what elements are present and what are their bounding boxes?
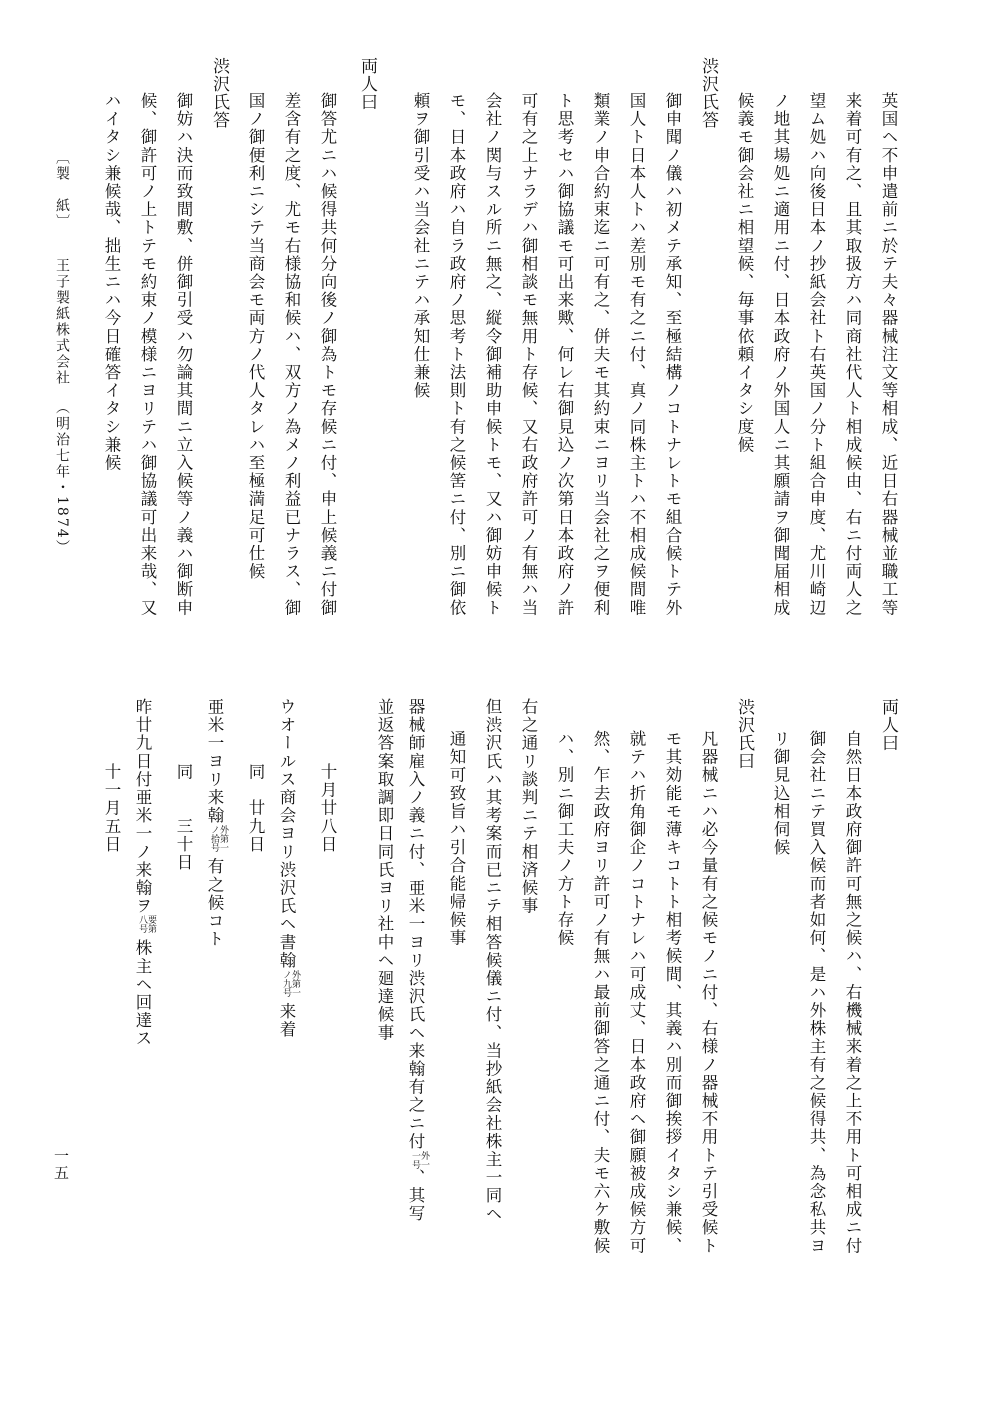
note-bottom: ノ拾号 (209, 824, 219, 852)
text-column: 右之通リ談判ニテ相済候事 (519, 698, 538, 916)
warichu-note (410, 1151, 428, 1169)
note-bottom: ノ九号 (281, 969, 291, 997)
text-column (278, 698, 300, 1039)
text-column-tail: 株主ヘ回達ス (133, 939, 152, 1048)
text-column-tail: 、其写 (406, 1168, 425, 1223)
text-column: 候、御許可ノ上トテモ約束ノ模様ニヨリテハ御協議可出来哉、又 (138, 92, 157, 617)
text-column: 通知可致旨ハ引合能帰候事 (447, 730, 466, 948)
text-column: 望ム処ハ向後日本ノ抄紙会社ト右英国ノ分ト組合申度、尤川崎辺 (807, 92, 826, 617)
text-column-body: 昨廿九日付亜米一ノ来翰ヲ (133, 698, 152, 916)
text-column: 御会社ニテ買入候而者如何、是ハ外株主有之候得共、為念私共ヨ (807, 730, 826, 1255)
speaker-heading: 渋沢氏答 (698, 57, 718, 129)
text-column: 類業ノ申合約束迄ニ可有之、併夫モ其約束ニヨリ当会社之ヲ便利 (591, 92, 610, 617)
text-column: モ其効能モ薄キコトト相考候間、其義ハ別而御挨拶イタシ兼候、 (663, 730, 682, 1255)
text-column-tail: 有之候コト (205, 857, 224, 949)
text-column-body: 亜米一ヨリ来翰 (205, 698, 224, 825)
date-line: 同 三十日 (174, 763, 193, 872)
note-top: 外一 (419, 1150, 429, 1169)
note-top: 要第 (146, 915, 156, 934)
text-column (407, 698, 429, 1223)
date-line: 十一月五日 (102, 763, 121, 854)
text-column: 可有之上ナラデハ御相談モ無用ト存候、又右政府許可ノ有無ハ当 (519, 92, 538, 617)
footer-label: 〔製 紙〕 (54, 150, 70, 230)
note-top: 外第一 (218, 824, 228, 852)
warichu-note (137, 915, 155, 933)
date-line: 同 廿九日 (246, 763, 265, 854)
text-column: 御申聞ノ儀ハ初メテ承知、至極結構ノコトナレトモ組合候トテ外 (663, 92, 682, 617)
note-bottom: 一号 (410, 1150, 420, 1169)
text-column: 英国ヘ不申遣前ニ於テ夫々器械注文等相成、近日右器械並職工等 (879, 92, 898, 617)
text-column: 凡器械ニハ必今量有之候モノニ付、右様ノ器械不用トテ引受候ト (699, 730, 718, 1255)
footer-era: （明治七年・1874） (54, 400, 70, 556)
text-column: 然、乍去政府ヨリ許可ノ有無ハ最前御答之通ニ付、夫モ六ケ敷候 (591, 730, 610, 1255)
note-top: 外第一 (290, 969, 300, 997)
footer-company: 王子製紙株式会社 (54, 258, 70, 386)
text-column: 自然日本政府御許可無之候ハ、右機械来着之上不用ト可相成ニ付 (843, 730, 862, 1255)
text-column-body: ウオールス商会ヨリ渋沢氏ヘ書翰 (277, 698, 296, 970)
speaker-heading: 両人曰 (357, 57, 377, 111)
text-column: 但渋沢氏ハ其考案而已ニテ相答候儀ニ付、当抄紙会社株主一同ヘ (483, 698, 502, 1223)
text-column (134, 698, 156, 1048)
text-column: 御妨ハ決而致間敷、併御引受ハ勿論其間ニ立入候等ノ義ハ御断申 (174, 92, 193, 617)
date-line: 十月廿八日 (318, 763, 337, 854)
text-column: 国ノ御便利ニシテ当商会モ両方ノ代人タレハ至極満足可仕候 (246, 92, 265, 581)
text-column-tail: 来着 (277, 1002, 296, 1039)
text-column: 頼ヲ御引受ハ当会社ニテハ承知仕兼候 (411, 92, 430, 400)
text-column: ト思考セハ御協議モ可出来歟、何レ右御見込ノ次第日本政府ノ許 (555, 92, 574, 617)
warichu-note (209, 825, 227, 852)
text-column: 来着可有之、且其取扱方ハ同商社代人ト相成候由、右ニ付両人之 (843, 92, 862, 617)
text-column: ハ、別ニ御工夫ノ方ト存候 (555, 730, 574, 948)
text-column: リ御見込相伺候 (771, 730, 790, 857)
text-column: ノ地其場処ニ適用ニ付、日本政府ノ外国人ニ其願請ヲ御聞届相成 (771, 92, 790, 617)
text-column: 並返答案取調即日同氏ヨリ社中ヘ廻達候事 (375, 698, 394, 1042)
speaker-heading: 両人曰 (878, 698, 898, 752)
text-column: 国人ト日本人トハ差別モ有之ニ付、真ノ同株主トハ不相成候間唯 (627, 92, 646, 617)
text-column: 候義モ御会社ニ相望候、毎事依頼イタシ度候 (735, 92, 754, 454)
text-column: モ、日本政府ハ自ラ政府ノ思考ト法則ト有之候筈ニ付、別ニ御依 (447, 92, 466, 617)
page-number: 一五 (52, 1148, 70, 1182)
speaker-heading: 渋沢氏曰 (734, 698, 754, 770)
text-column (206, 698, 228, 948)
text-column: 会社ノ関与スル所ニ無之、縦令御補助申候トモ、又ハ御妨申候ト (483, 92, 502, 617)
text-column-body: 器械師雇入ノ義ニ付、亜米一ヨリ渋沢氏ヘ来翰有之ニ付 (406, 698, 425, 1151)
speaker-heading: 渋沢氏答 (209, 57, 229, 129)
warichu-note (281, 970, 299, 997)
text-column: 差含有之度、尤モ右様協和候ハ、双方ノ為メノ利益已ナラス、御 (282, 92, 301, 617)
text-column: 御答尤ニハ候得共何分向後ノ御為トモ存候ニ付、申上候義ニ付御 (318, 92, 337, 617)
text-column: ハイタシ兼候哉、拙生ニハ今日確答イタシ兼候 (102, 92, 121, 473)
note-bottom: 八号 (137, 915, 147, 934)
text-column: 就テハ折角御企ノコトナレハ可成丈、日本政府ヘ御願被成候方可 (627, 730, 646, 1255)
chapter-footer (52, 150, 72, 556)
